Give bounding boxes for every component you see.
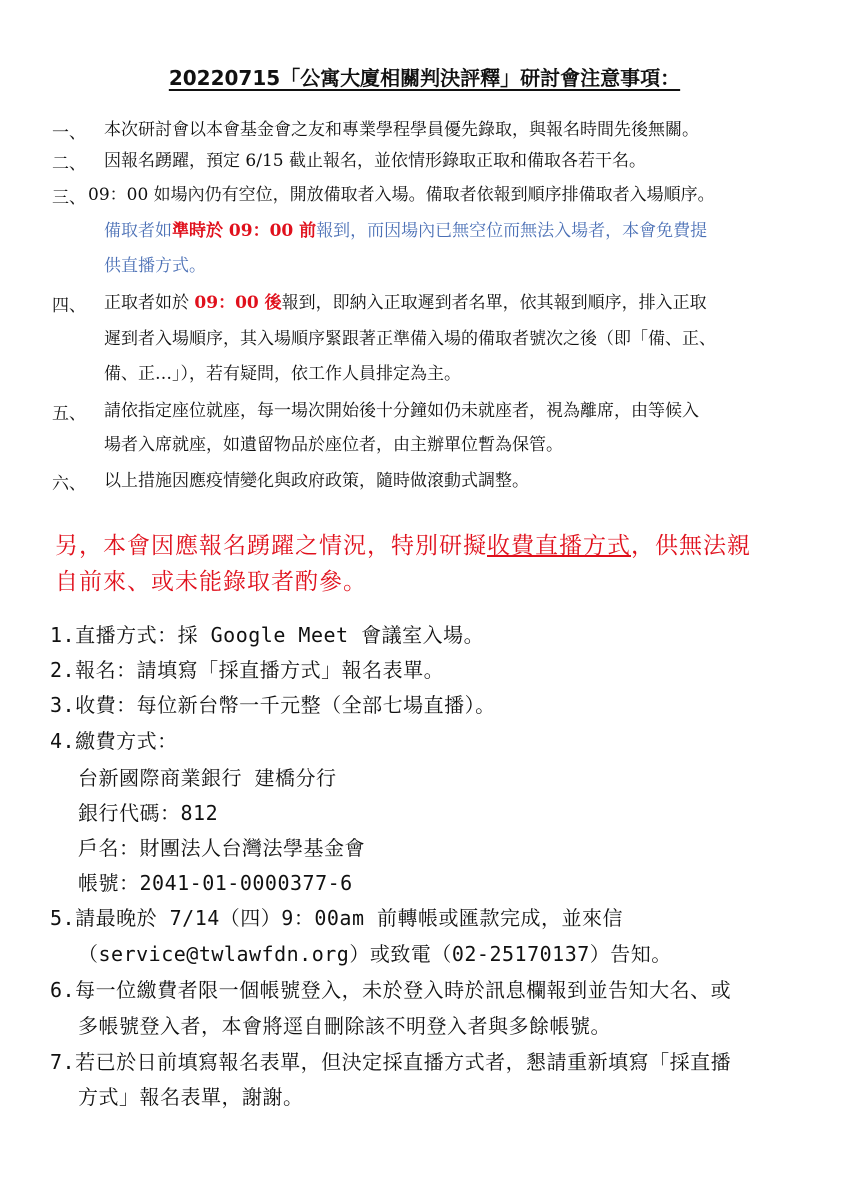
item-5-line-2: （service@twlawfdn.org）或致電（02-25170137）告知。 (78, 942, 672, 966)
page-title (0, 62, 849, 91)
item-5-line-1: 5.請最晚於 7/14（四）9：00am 前轉帳或匯款完成，並來信 (50, 906, 624, 930)
notice-1-text: 本次研討會以本會基金會之友和專業學程學員優先錄取，與報名時間先後無關。 (104, 120, 699, 140)
item-1: 1.直播方式：採 Google Meet 會議室入場。 (50, 623, 485, 647)
notice-5-line-1: 請依指定座位就座，每一場次開始後十分鐘如仍未就座者，視為離席，由等候入 (104, 401, 699, 421)
notice-6-number: 六、 (52, 474, 86, 494)
item-7-line-1: 7.若已於日前填寫報名表單，但決定採直播方式者，懇請重新填寫「採直播 (50, 1050, 732, 1074)
notice-3-text: 09：00 如場內仍有空位，開放備取者入場。備取者依報到順序排備取者入場順序。 (88, 185, 715, 205)
announcement-line-1 (55, 530, 751, 562)
notice-3-blue-line (104, 219, 707, 243)
notice-3-blue-b: 報到，而因場內已無空位而無法入場者，本會免費提 (316, 221, 708, 241)
bank-name: 台新國際商業銀行 建橋分行 (78, 766, 337, 790)
notice-3-blue-line-2: 供直播方式。 (104, 256, 206, 276)
notice-5-number: 五、 (52, 404, 86, 424)
notice-4-number: 四、 (52, 296, 86, 316)
notice-3-red-time: 準時於 09：00 前 (172, 221, 317, 241)
announcement-text-b: ，供無法親 (631, 533, 751, 559)
account-name: 戶名：財團法人台灣法學基金會 (78, 836, 365, 860)
announcement-text-a: 另，本會因應報名踴躍之情況，特別研擬 (55, 533, 487, 559)
notice-4-text-a: 正取者如於 (104, 293, 195, 313)
notice-3-blue-a: 備取者如 (104, 221, 172, 241)
item-6-line-2: 多帳號登入者，本會將逕自刪除該不明登入者與多餘帳號。 (78, 1014, 611, 1038)
notice-2-text: 因報名踴躍，預定 6/15 截止報名，並依情形錄取正取和備取各若干名。 (104, 151, 646, 171)
announcement-line-2: 自前來、或未能錄取者酌參。 (55, 569, 367, 595)
account-number: 帳號：2041-01-0000377-6 (78, 871, 353, 895)
notice-5-line-2: 場者入席就座，如遺留物品於座位者，由主辦單位暫為保管。 (104, 435, 563, 455)
notice-4-line-3: 備、正…」），若有疑問，依工作人員排定為主。 (104, 364, 461, 384)
item-3: 3.收費：每位新台幣一千元整（全部七場直播）。 (50, 693, 496, 717)
notice-1-number: 一、 (52, 123, 86, 143)
announcement-underlined: 收費直播方式 (487, 533, 631, 559)
item-6-line-1: 6.每一位繳費者限一個帳號登入，未於登入時於訊息欄報到並告知大名、或 (50, 978, 732, 1002)
bank-code: 銀行代碼：812 (78, 801, 219, 825)
notice-4-text-b: 報到，即納入正取遲到者名單，依其報到順序，排入正取 (281, 293, 707, 313)
notice-3-number: 三、 (52, 188, 86, 208)
notice-4-line-1 (104, 291, 707, 315)
item-2: 2.報名：請填寫「採直播方式」報名表單。 (50, 658, 445, 682)
notice-4-red-time: 09：00 後 (194, 293, 282, 313)
notice-2-number: 二、 (52, 154, 86, 174)
title-text: 20220715「公寓大廈相關判決評釋」研討會注意事項： (168, 66, 681, 90)
item-7-line-2: 方式」報名表單，謝謝。 (78, 1085, 304, 1109)
item-4: 4.繳費方式： (50, 729, 178, 753)
notice-6-text: 以上措施因應疫情變化與政府政策，隨時做滾動式調整。 (104, 471, 529, 491)
notice-4-line-2: 遲到者入場順序，其入場順序緊跟著正準備入場的備取者號次之後（即「備、正、 (104, 329, 716, 349)
